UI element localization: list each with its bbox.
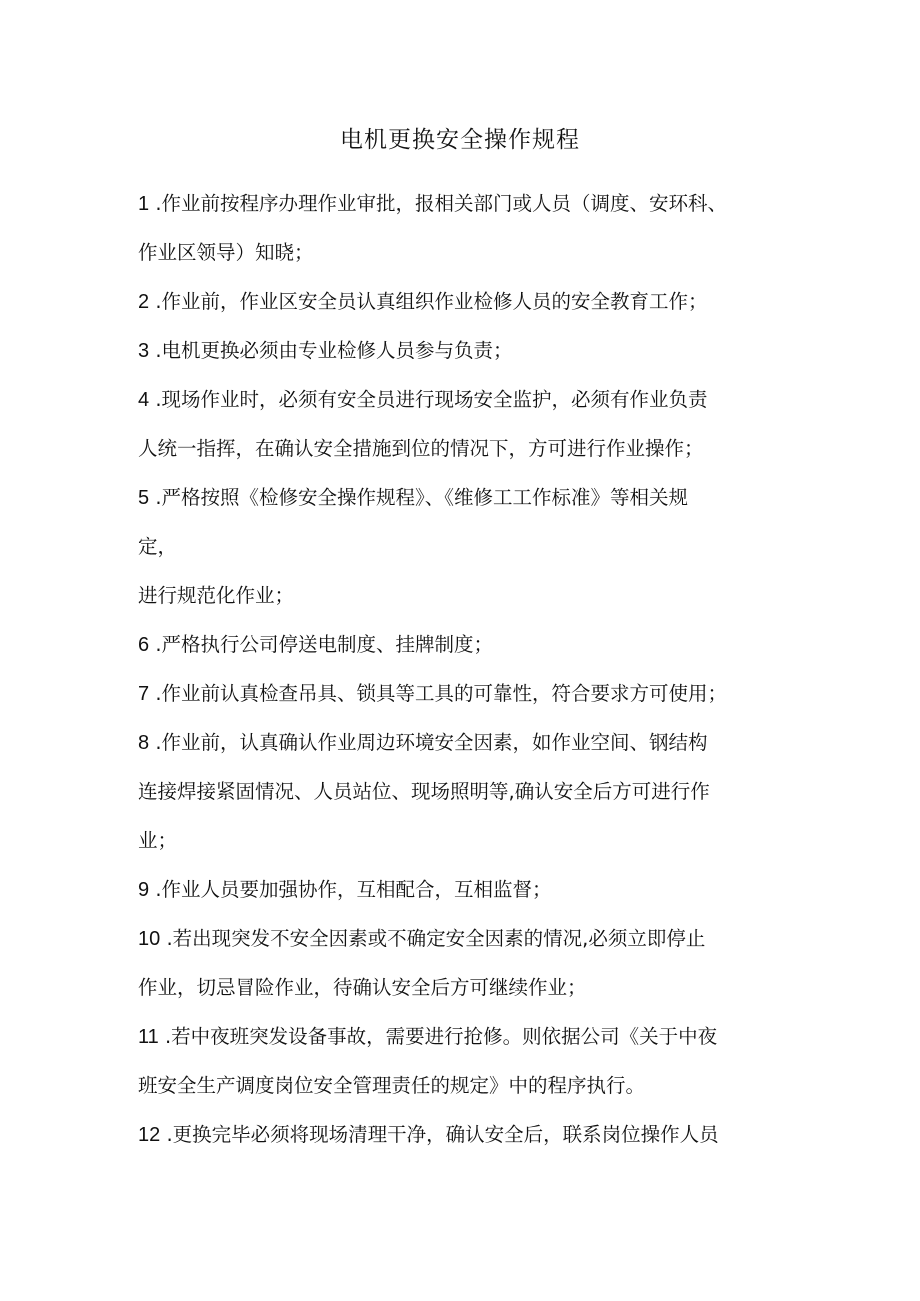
item-number: 4 [138,389,150,411]
paragraph-line [138,580,818,612]
paragraph-line [138,874,818,906]
line-text: .作业前，作业区安全员认真组织作业检修人员的安全教育工作； [149,290,708,313]
paragraph-line [138,776,818,808]
paragraph-line [138,629,818,661]
line-text: .严格执行公司停送电制度、挂牌制度； [149,633,494,656]
paragraph-line [138,678,818,710]
paragraph-line [138,972,818,1004]
line-text: .作业前，认真确认作业周边环境安全因素，如作业空间、钢结构 [149,731,708,754]
item-number: 8 [138,732,150,754]
line-text: .若出现突发不安全因素或不确定安全因素的情况,必须立即停止 [160,927,706,950]
item-number: 2 [138,291,150,313]
line-text: .现场作业时，必须有安全员进行现场安全监护，必须有作业负责 [149,388,708,411]
item-number: 10 [138,928,161,950]
item-number: 6 [138,634,150,656]
item-number: 7 [138,683,150,705]
line-text: .若中夜班突发设备事故，需要进行抢修。则依据公司《关于中夜 [158,1025,718,1048]
line-text: 人统一指挥，在确认安全措施到位的情况下，方可进行作业操作； [138,437,704,460]
paragraph-line [138,727,818,759]
paragraph-line [138,825,818,857]
paragraph-line [138,237,818,269]
paragraph-line [138,531,818,563]
paragraph-line [138,1119,818,1151]
line-text: .作业前按程序办理作业审批，报相关部门或人员（调度、安环科、 [149,192,728,215]
line-text: 连接焊接紧固情况、人员站位、现场照明等,确认安全后方可进行作 [138,780,710,803]
line-text: 作业区领导）知晓； [138,241,314,264]
paragraph-line [138,1021,818,1053]
paragraph-line [138,384,818,416]
line-text: 作业，切忌冒险作业，待确认安全后方可继续作业； [138,976,587,999]
line-text: .更换完毕必须将现场清理干净，确认安全后，联系岗位操作人员 [160,1123,719,1146]
item-number: 5 [138,487,150,509]
document-title: 电机更换安全操作规程 [340,127,580,153]
item-number: 12 [138,1124,161,1146]
paragraph-line [138,482,818,514]
line-text: .作业前认真检查吊具、锁具等工具的可靠性，符合要求方可使用； [149,682,728,705]
paragraph-line [138,335,818,367]
paragraph-line [138,188,818,220]
line-text: 进行规范化作业； [138,584,295,607]
paragraph-line [138,1070,818,1102]
item-number: 9 [138,879,150,901]
line-text: 班安全生产调度岗位安全管理责任的规定》中的程序执行。 [138,1074,646,1097]
line-text: .严格按照《检修安全操作规程》、《维修工工作标准》等相关规 [149,486,689,509]
line-text: 定， [138,535,178,558]
paragraph-line [138,923,818,955]
line-text: .电机更换必须由专业检修人员参与负责； [149,339,513,362]
paragraph-line [138,286,818,318]
line-text: .作业人员要加强协作，互相配合，互相监督； [149,878,552,901]
paragraph-line [138,433,818,465]
item-number: 3 [138,340,150,362]
item-number: 1 [138,193,150,215]
line-text: 业； [138,829,178,852]
item-number: 11 [138,1026,159,1048]
